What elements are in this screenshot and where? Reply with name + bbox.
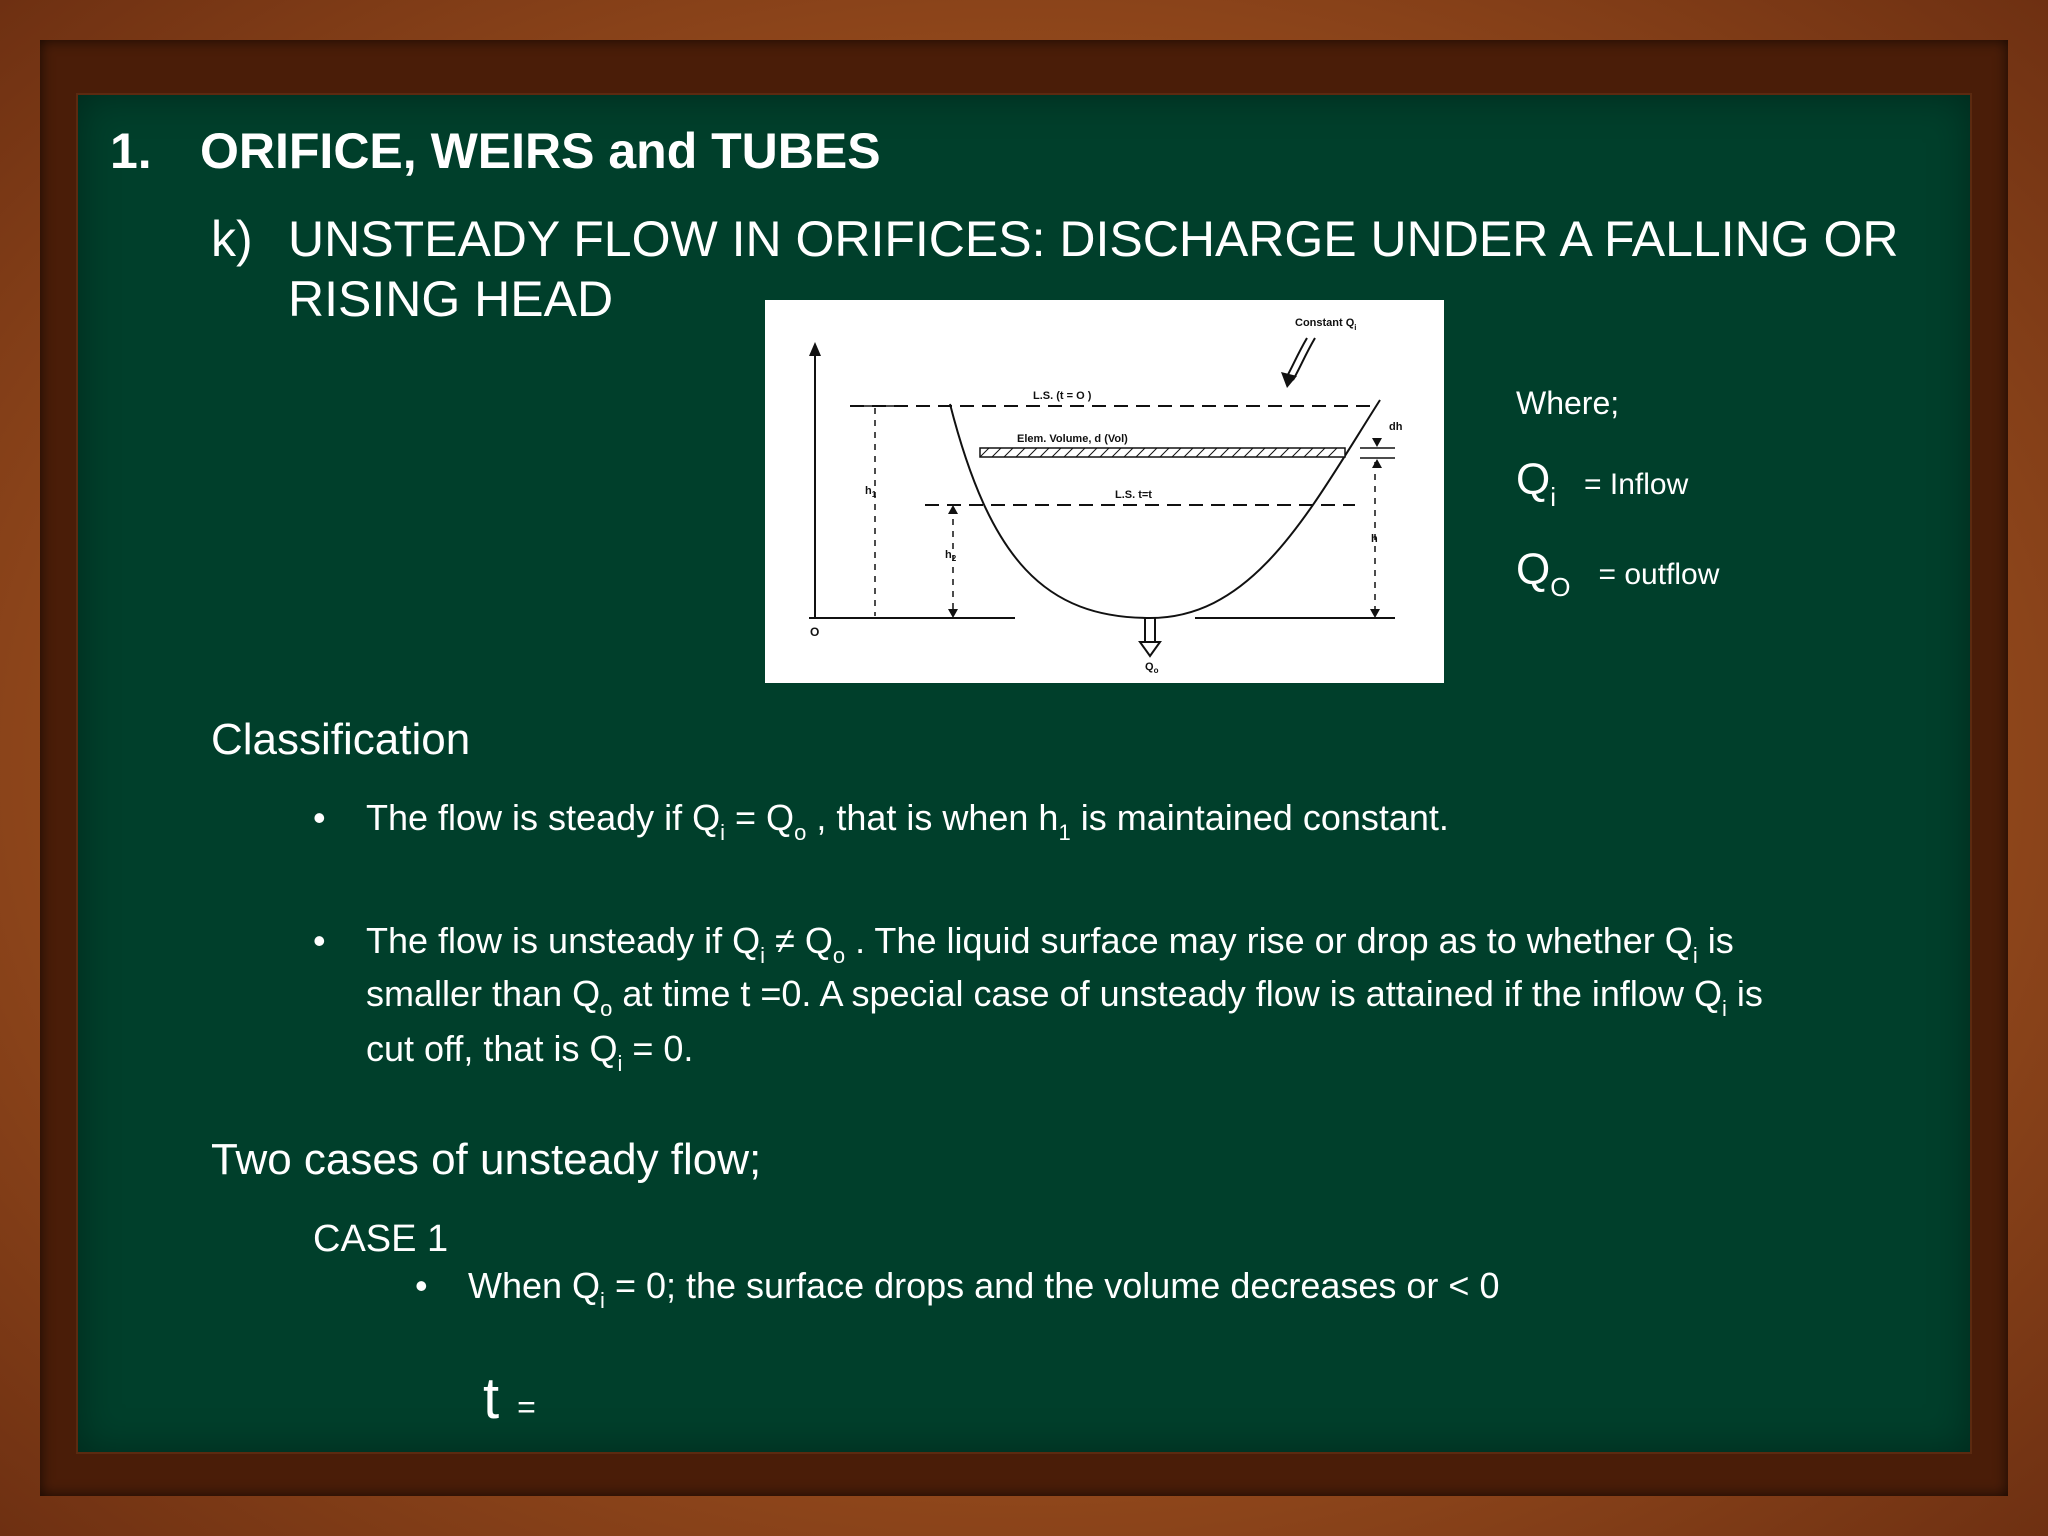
subheading-line-1: UNSTEADY FLOW IN ORIFICES: DISCHARGE UNDER A FALLING OR [288, 211, 1899, 267]
subscript: i [1692, 943, 1698, 968]
text-fragment: ≠ Q [765, 920, 833, 961]
dh-arrow-bottom [1372, 459, 1382, 468]
text-fragment: is [1726, 973, 1763, 1014]
classification-title: Classification [211, 715, 471, 764]
text-fragment: When Q [468, 1265, 601, 1306]
ls-top-label: L.S. (t = O ) [1033, 390, 1092, 402]
legend-qi [1516, 455, 1688, 513]
bullet-1: • [313, 797, 326, 838]
qi-subscript: i [1550, 482, 1557, 512]
qo-subscript: O [1550, 572, 1571, 602]
equals-sign: = [517, 1389, 536, 1425]
subheading-line-2: RISING HEAD [288, 271, 614, 327]
subscript: o [794, 820, 807, 845]
h2-arrow-bottom [948, 609, 958, 618]
tank-diagram-svg [765, 300, 1444, 683]
inflow-arrowhead [1281, 372, 1297, 388]
bullet-3: • [415, 1265, 428, 1306]
text-fragment: The flow is steady if Q [366, 797, 721, 838]
dh-arrow-top [1372, 438, 1382, 447]
text-fragment: is [1697, 920, 1734, 961]
text-fragment: smaller than Q [366, 973, 601, 1014]
subheading-letter: k) [211, 211, 253, 267]
subscript: i [600, 1288, 605, 1313]
svg-text:h1 [865, 485, 877, 499]
outflow-arrowhead [1140, 642, 1160, 656]
unsteady-flow-line-3 [366, 1028, 693, 1077]
subscript: o [832, 943, 846, 968]
h2-arrow-top [948, 505, 958, 514]
text-fragment: The flow is unsteady if Q [366, 920, 761, 961]
left-axis-arrow [809, 342, 821, 356]
subscript: 1 [1058, 820, 1071, 845]
unsteady-flow-line-1 [366, 920, 1734, 969]
ls-t-label: L.S. t=t [1115, 489, 1152, 501]
constant-qi-sub: i [1354, 323, 1357, 332]
text-fragment: , that is when h [806, 797, 1059, 838]
t-symbol: t [483, 1366, 500, 1431]
dh-label: dh [1389, 421, 1403, 433]
text-fragment: . The liquid surface may rise or drop as to whether Q [845, 920, 1693, 961]
case-1-label: CASE 1 [313, 1218, 449, 1260]
text-fragment: = Q [725, 797, 795, 838]
subscript: o [600, 996, 613, 1021]
bullet-2: • [313, 920, 326, 961]
text-fragment: cut off, that is Q [366, 1028, 618, 1069]
svg-text:Qo [1145, 661, 1159, 675]
h1-sub: 1 [871, 490, 877, 499]
origin-label: O [810, 625, 820, 639]
subscript: i [617, 1051, 623, 1076]
qi-definition: = Inflow [1584, 468, 1689, 501]
unsteady-flow-line-2 [366, 973, 1763, 1022]
qo-definition: = outflow [1598, 558, 1720, 591]
steady-flow-text [366, 797, 1449, 846]
svg-text:Constant Qi [1295, 317, 1357, 332]
case-1-text [468, 1265, 1499, 1314]
subscript: i [760, 943, 766, 968]
text-fragment: is maintained constant. [1070, 797, 1449, 838]
heading-number: 1. [110, 123, 152, 179]
qo-label: Q [1145, 661, 1154, 673]
cases-title: Two cases of unsteady flow; [211, 1135, 762, 1184]
text-fragment: = 0. [622, 1028, 694, 1069]
subscript: i [720, 820, 726, 845]
elem-volume-strip [980, 448, 1345, 457]
text-fragment: at time t =0. A special case of unsteady flow is attained if the inflow Q [612, 973, 1722, 1014]
h1-label: h [865, 485, 872, 497]
qo-sub: o [1153, 666, 1159, 675]
where-label: Where; [1516, 385, 1620, 421]
text-fragment: = 0; the surface drops and the volume decreases or < 0 [604, 1265, 1500, 1306]
qo-symbol: Q [1516, 545, 1551, 594]
tank-diagram [765, 300, 1444, 683]
constant-qi-label: Constant Q [1295, 317, 1355, 329]
legend-qo [1516, 545, 1719, 603]
time-equation [483, 1365, 536, 1432]
heading-title: ORIFICE, WEIRS and TUBES [200, 123, 881, 179]
qi-symbol: Q [1516, 455, 1551, 504]
tank-wall [950, 400, 1380, 618]
h-label: h [1371, 533, 1378, 545]
h2-sub: 2 [951, 554, 957, 563]
h2-label: h [945, 549, 952, 561]
svg-text:h2 [945, 549, 957, 563]
h-arrow-bottom [1370, 609, 1380, 618]
elem-volume-label: Elem. Volume, d (Vol) [1017, 433, 1128, 445]
subscript: i [1721, 996, 1727, 1021]
